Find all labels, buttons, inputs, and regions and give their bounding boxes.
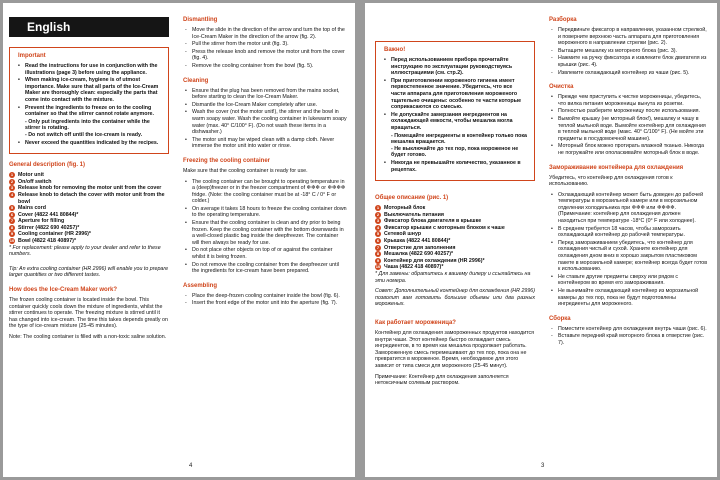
important-item-ru: • Никогда не превышайте количество, указанное в рецептах. <box>382 160 528 173</box>
freezing-intro: Make sure that the cooling container is ready for use. <box>183 167 308 174</box>
freezing-item: • Ensure that the cooling container is clean and dry prior to being frozen. Keep the cooling container with the bottom downwards in a well-closed plastic bag inside the deepfreezer. The container will then always be ready for use. <box>183 220 347 246</box>
part-item: 2 On/off switch <box>10 178 52 185</box>
important-item: • Read the instructions for use in conjunction with the illustrations (page 3) before using the appliance. <box>16 63 162 76</box>
important-box-ru <box>375 41 535 181</box>
assembling-step-ru: - Поместите контейнер для охлаждения внутрь чаши (рис. 6). <box>549 326 709 333</box>
dismantling-step-ru: - Извлеките охлаждающий контейнер из чаши (рис. 5). <box>549 70 709 77</box>
replacement-note-ru: * Для замены: обратитесь к вашему дилеру и ссылайтесь на эти номера. <box>375 271 531 284</box>
part-item: 5 Mains cord <box>10 205 46 212</box>
tip-text-ru: Совет: Дополнительный контейнер для охлаждения (HR 2996) позволит вам готовить большие объемы или два разных мороженых. <box>375 288 535 308</box>
right-column-2 <box>549 17 709 348</box>
cleaning-item: • Ensure that the plug has been removed from the mains socket, before starting to clean the Ice-Cream Maker. <box>183 88 347 101</box>
freezing-item-ru: • Не вынимайте охлаждающий контейнер из морозильной камеры до тех пор, пока не будут подготовлены ингредиенты для мороженого. <box>549 288 709 308</box>
important-title-ru: Важно! <box>384 47 406 53</box>
cleaning-title-ru: Очистка <box>549 84 574 91</box>
parts-list <box>9 172 169 245</box>
part-item: 10 Bowl (4822 418 40897)* <box>9 238 77 245</box>
language-header: English <box>9 17 169 37</box>
freezing-title: Freezing the cooling container <box>183 157 271 164</box>
dismantling-step: - Press the release knob and remove the motor unit from the cover (fig. 4). <box>183 49 347 62</box>
right-column-1 <box>375 41 535 391</box>
important-item: - Do not switch off until the ice-cream is ready. <box>25 131 143 138</box>
how-it-works-text: The frozen cooling container is located inside the bowl. This container quickly cools down the mixture of ingredients, whilst the stirrer continues to operate. The freezing mixture is stirred until it has changed into ice-cream. The time this takes depends greatly on the type of ice-cream mixture (25-45 minutes). <box>9 297 168 330</box>
how-it-works-text-ru: Контейнер для охлаждения замороженных продуктов находится внутри чаши. Этот контейнер быстро охлаждает смесь ингредиентов, в то время как мешалка продолжает работать. Замороженную смесь перемешивают до тех пор, пока она не превратится в мороженое. Время, необходимое для этого зависит от типа смеси для мороженого (25-45 минут). <box>375 330 535 369</box>
assembling-step-ru: - Вставьте передний край моторного блока в отверстие (рис. 7). <box>549 333 709 346</box>
freezing-item: • Do not remove the cooling container from the deepfreezer until the ingredients for ice-cream have been prepared. <box>183 262 347 275</box>
important-item: • Never exceed the quantities indicated by the recipes. <box>16 140 162 147</box>
freezing-item-ru: • Не ставьте другие предметы сверху или рядом с контейнером во время его замораживания. <box>549 274 709 287</box>
part-item: 6 Cover (4822 441 80844)* <box>10 211 79 218</box>
cleaning-item-ru: • Прежде чем приступить к чистке мороженицы, убедитесь, что вилка питания мороженицы вынута из розетки. <box>549 94 709 107</box>
freezing-item: • Do not place other objects on top of or against the container whilst it is being frozen. <box>183 247 347 260</box>
cleaning-title: Cleaning <box>183 77 209 84</box>
part-item-ru: 6 Крышка (4822 441 80844)* <box>376 238 451 245</box>
cleaning-item: • Dismantle the Ice-Cream Maker completely after use. <box>183 102 347 109</box>
important-item: • Prevent the ingredients to freeze on to the cooling container so that the stirrer cannot rotate anymore. <box>16 105 162 118</box>
cleaning-item-ru: • Моторный блок можно протирать влажной тканью. Никогда не погружайте или ополаскивайте моторный блок в воде. <box>549 143 709 156</box>
part-item-ru: 8 Мешалка (4822 690 40257)* <box>376 251 454 258</box>
freezing-intro-ru: Убедитесь, что контейнер для охлаждения готов к использованию. <box>549 174 673 188</box>
cleaning-item: • The motor unit may be wiped clean with a damp cloth. Never immerse the motor unit into water or rinse. <box>183 137 347 150</box>
freezing-item: • On average it takes 18 hours to freeze the cooling container down to the operating temperature. <box>183 206 347 219</box>
part-item-ru: 9 Контейнер для охлаждения (HR 2996)* <box>376 257 485 264</box>
assembling-step: - Place the deep-frozen cooling container inside the bowl (fig. 6). <box>183 293 347 300</box>
important-item-ru: • Не допускайте замерзания ингредиентов на охлаждающей емкости, чтобы мешалка могла вращаться. <box>382 112 528 132</box>
replacement-note: * For replacement: please apply to your dealer and refer to these numbers. <box>9 244 161 258</box>
freezing-item-ru: • Перед замораживанием убедитесь, что контейнер для охлаждения чистый и сухой. Храните контейнер для охлаждения дном вниз в хорошо закрытом пластиковом пакете в морозильной камере; контейнер всегда будет готов к использованию. <box>549 240 709 273</box>
freezing-item: • The cooling container can be brought to operating temperature in a (deep)freezer or in the freezer compartment of ❄❄❄ or ❄❄❄❄ fridge. (Note: the cooling container must be at -18° C / 0° F or colder.) <box>183 179 347 205</box>
saline-note: Note: The cooling container is filled with a non-toxic saline solution. <box>9 334 167 340</box>
cleaning-item: • Wash the cover (not the motor unit!), the stirrer and the bowl in warm soapy water. Wash the cooling container in lukewarm soapy water (max. 40° C/100° F). (Do not wash these items in a dishwasher.) <box>183 109 347 135</box>
dismantling-title: Dismantling <box>183 17 218 23</box>
left-column-2 <box>183 17 347 308</box>
page-number: 4 <box>189 463 193 469</box>
important-item-ru: • При приготовлении мороженого гигиена имеет первостепенное значение. Убедитесь, что все части аппарата для приготовления мороженого тщательно очищены: особенно те части которые соприкасаются со смесью. <box>382 78 528 111</box>
part-item-ru: 7 Отверстие для заполнения <box>376 244 456 251</box>
dismantling-title-ru: Разборка <box>549 17 577 23</box>
freezing-item-ru: • Охлаждающий контейнер может быть доведен до рабочей температуры в морозильной камере или в морозильном отделении холодильника при ❄❄❄ или ❄❄❄❄. (Примечание: контейнер для охлаждения должен находиться при температуре -18°C (0° F или холоднее). <box>549 192 709 225</box>
important-box <box>9 47 169 154</box>
dismantling-step-ru: - Нажмите на ручку фиксатора и извлеките блок двигателя из крышки (рис. 4). <box>549 55 709 68</box>
how-it-works-title-ru: Как работает мороженица? <box>375 320 456 326</box>
important-item: • When making ice-cream, hygiene is of utmost importance. Make sure that all parts of the Ice-Cream Maker are thoroughly clean: especially the parts that come into contact with the mixture. <box>16 77 162 103</box>
general-description-title: General description (fig. 1) <box>9 162 86 169</box>
important-item: - Only put ingredients into the container while the stirrer is rotating. <box>25 118 150 132</box>
dismantling-step-ru: - Передвиньте фиксатор в направлении, указанном стрелкой, и поверните верхнюю часть аппарата для приготовления мороженого в направлении стрелки (рис. 2). <box>549 27 709 47</box>
cleaning-item-ru: • Вымойте крышку (не моторный блок!), мешалку и чашу в теплой мыльной воде. Вымойте контейнер для охлаждения в теплой мыльной воде (макс. 40° C/100° F). (Не мойте эти предметы в посудомоечной машине). <box>549 116 709 142</box>
dismantling-step-ru: - Вытащите мешалку из моторного блока (рис. 3). <box>549 48 709 55</box>
important-item-ru: • Перед использованием прибора прочитайте инструкцию по эксплуатации руководствуясь иллюстрациями (см. стр.2). <box>382 57 528 77</box>
part-item-ru: 3 Фиксатор блока двигателя в крышке <box>376 218 482 225</box>
page-russian <box>365 3 717 477</box>
tip-text: Tip: An extra cooling container (HR 2996) will enable you to prepare larger quantities or two different tastes. <box>9 265 169 279</box>
part-item-ru: 1 Моторный блок <box>376 205 426 212</box>
dismantling-step: - Pull the stirrer from the motor unit (fig. 3). <box>183 41 347 48</box>
left-column-1 <box>9 17 169 345</box>
part-item-ru: 5 Сетевой шнур <box>376 231 422 238</box>
part-item-ru: 10 Чаша (4822 418 40897)* <box>375 264 444 271</box>
part-item: 3 Release knob for removing the motor unit from the cover <box>10 185 162 192</box>
part-item: 9 Cooling container (HR 2996)* <box>10 231 91 238</box>
important-title: Important <box>18 53 46 59</box>
assembling-title: Assembling <box>183 282 218 289</box>
part-item-ru: 2 Выключатель питания <box>376 211 444 218</box>
important-item-ru: - Помещайте ингредиенты в контейнер только пока мешалка вращается. <box>391 132 527 146</box>
part-item: 7 Aperture for filling <box>10 218 65 225</box>
part-item: 8 Stirrer (4822 690 40257)* <box>10 224 80 231</box>
parts-list-ru <box>375 205 535 271</box>
freezing-title-ru: Замораживание контейнера для охлаждения <box>549 164 684 171</box>
part-item: 4 Release knob to detach the cover with motor unit from the bowl <box>10 191 165 205</box>
part-item-ru: 4 Фиксатор крышки с моторным блоком к чаше <box>376 224 505 231</box>
assembling-title-ru: Сборка <box>549 315 571 322</box>
assembling-step: - Insert the front edge of the motor unit into the aperture (fig. 7). <box>183 300 347 307</box>
page-number-ru: 3 <box>541 463 545 469</box>
dismantling-step: - Remove the cooling container from the bowl (fig. 5). <box>183 63 347 70</box>
important-item-ru: - Не выключайте до тех пор, пока мороженое не будет готово. <box>391 145 519 159</box>
general-description-title-ru: Общее описание (рис. 1) <box>375 195 449 202</box>
freezing-item-ru: • В среднем требуется 18 часов, чтобы заморозить охлаждающий контейнер до рабочей температуры. <box>549 226 709 239</box>
page-english <box>3 3 355 477</box>
part-item: 1 Motor unit <box>10 172 44 179</box>
dismantling-step: - Move the slide in the direction of the arrow and turn the top of the Ice-Cream Maker in the direction of the arrow (fig. 2). <box>183 27 347 40</box>
cleaning-item-ru: • Полностью разберите мороженицу после использования. <box>549 108 709 115</box>
how-it-works-title: How does the Ice-Cream Maker work? <box>9 287 118 294</box>
saline-note-ru: Примечание: Контейнер для охлаждения заполняется нетоксичным солевым раствором. <box>375 373 509 387</box>
